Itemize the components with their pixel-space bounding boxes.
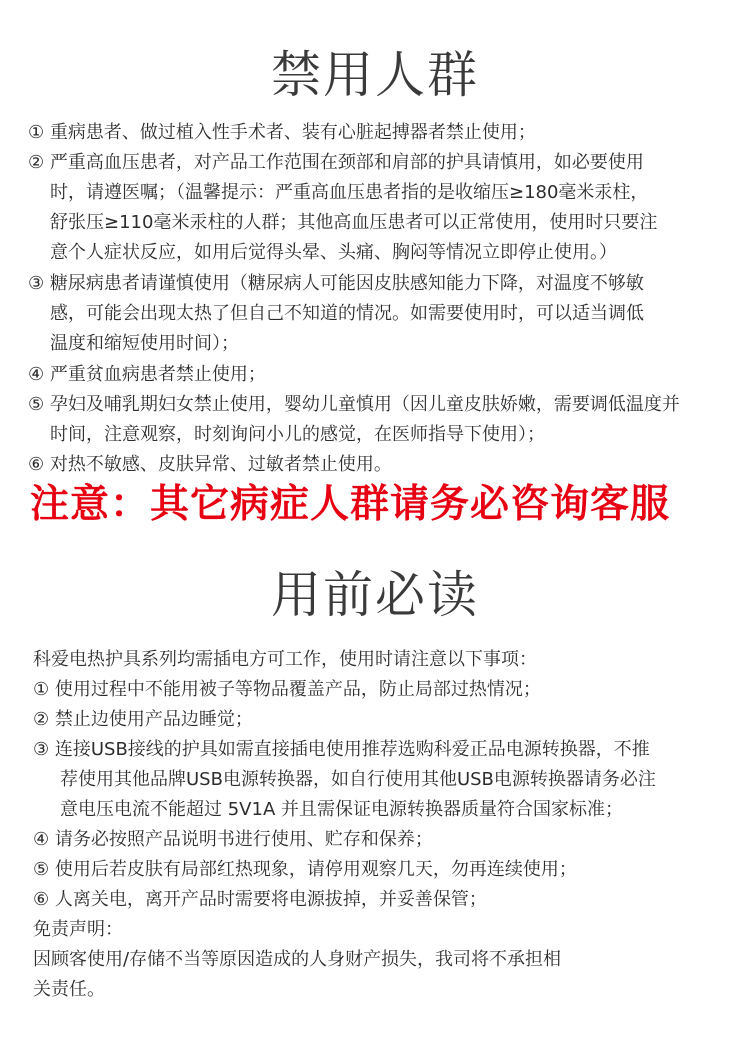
list-item: ⑥ 人离关电，离开产品时需要将电源拔掉，并妥善保管； (33, 889, 487, 910)
list-item: ① 重病患者、做过植入性手术者、装有心脏起搏器者禁止使用； (28, 122, 536, 143)
list-item: ④ 严重贫血病患者禁止使用； (28, 364, 266, 385)
list-item: ④ 请务必按照产品说明书进行使用、贮存和保养； (33, 829, 433, 850)
section-title-read-before-use: 用前必读 (271, 566, 479, 624)
list-item: ② 严重高血压患者，对产品工作范围在颈部和肩部的护具请慎用，如必要使用 (28, 152, 644, 173)
list-item: 舒张压≥110毫米汞柱的人群；其他高血压患者可以正常使用，使用时只要注 (50, 212, 658, 233)
disclaimer-text: 因顾客使用/存储不当等原因造成的人身财产损失，我司将不承担相 (33, 949, 562, 970)
list-item: 时间，注意观察，时刻询问小儿的感觉，在医师指导下使用）； (50, 424, 545, 445)
list-item: ③ 糖尿病患者请谨慎使用（糖尿病人可能因皮肤感知能力下降，对温度不够敏 (28, 273, 644, 294)
list-item: ⑥ 对热不敏感、皮肤异常、过敏者禁止使用。 (28, 454, 392, 475)
section-title-prohibited-groups: 禁用人群 (271, 46, 479, 104)
list-item: ⑤ 使用后若皮肤有局部红热现象，请停用观察几天，勿再连续使用； (33, 859, 577, 880)
disclaimer-text: 关责任。 (33, 979, 105, 1000)
list-item: 意个人症状反应，如用后觉得头晕、头痛、胸闷等情况立即停止使用。） (50, 242, 617, 263)
list-item: 科爱电热护具系列均需插电方可工作，使用时请注意以下事项： (33, 649, 537, 670)
list-item: 荐使用其他品牌USB电源转换器，如自行使用其他USB电源转换器请务必注 (60, 769, 656, 790)
list-item: 时，请遵医嘱；（温馨提示：严重高血压患者指的是收缩压≥180毫米汞柱， (50, 182, 649, 203)
list-item: ② 禁止边使用产品边睡觉； (33, 709, 253, 730)
disclaimer-heading: 免责声明： (33, 919, 123, 940)
list-item: ① 使用过程中不能用被子等物品覆盖产品，防止局部过热情况； (33, 679, 541, 700)
list-item: 感，可能会出现太热了但自己不知道的情况。如需要使用时，可以适当调低 (50, 303, 644, 324)
list-item: 温度和缩短使用时间）； (50, 333, 239, 354)
consult-customer-service-warning: 注意：其它病症人群请务必咨询客服 (30, 482, 671, 527)
list-item: ⑤ 孕妇及哺乳期妇女禁止使用，婴幼儿童慎用（因儿童皮肤娇嫩，需要调低温度并 (28, 394, 680, 415)
list-item: ③ 连接USB接线的护具如需直接插电使用推荐选购科爱正品电源转换器，不推 (33, 739, 650, 760)
list-item: 意电压电流不能超过 5V1A 并且需保证电源转换器质量符合国家标准； (60, 799, 623, 820)
